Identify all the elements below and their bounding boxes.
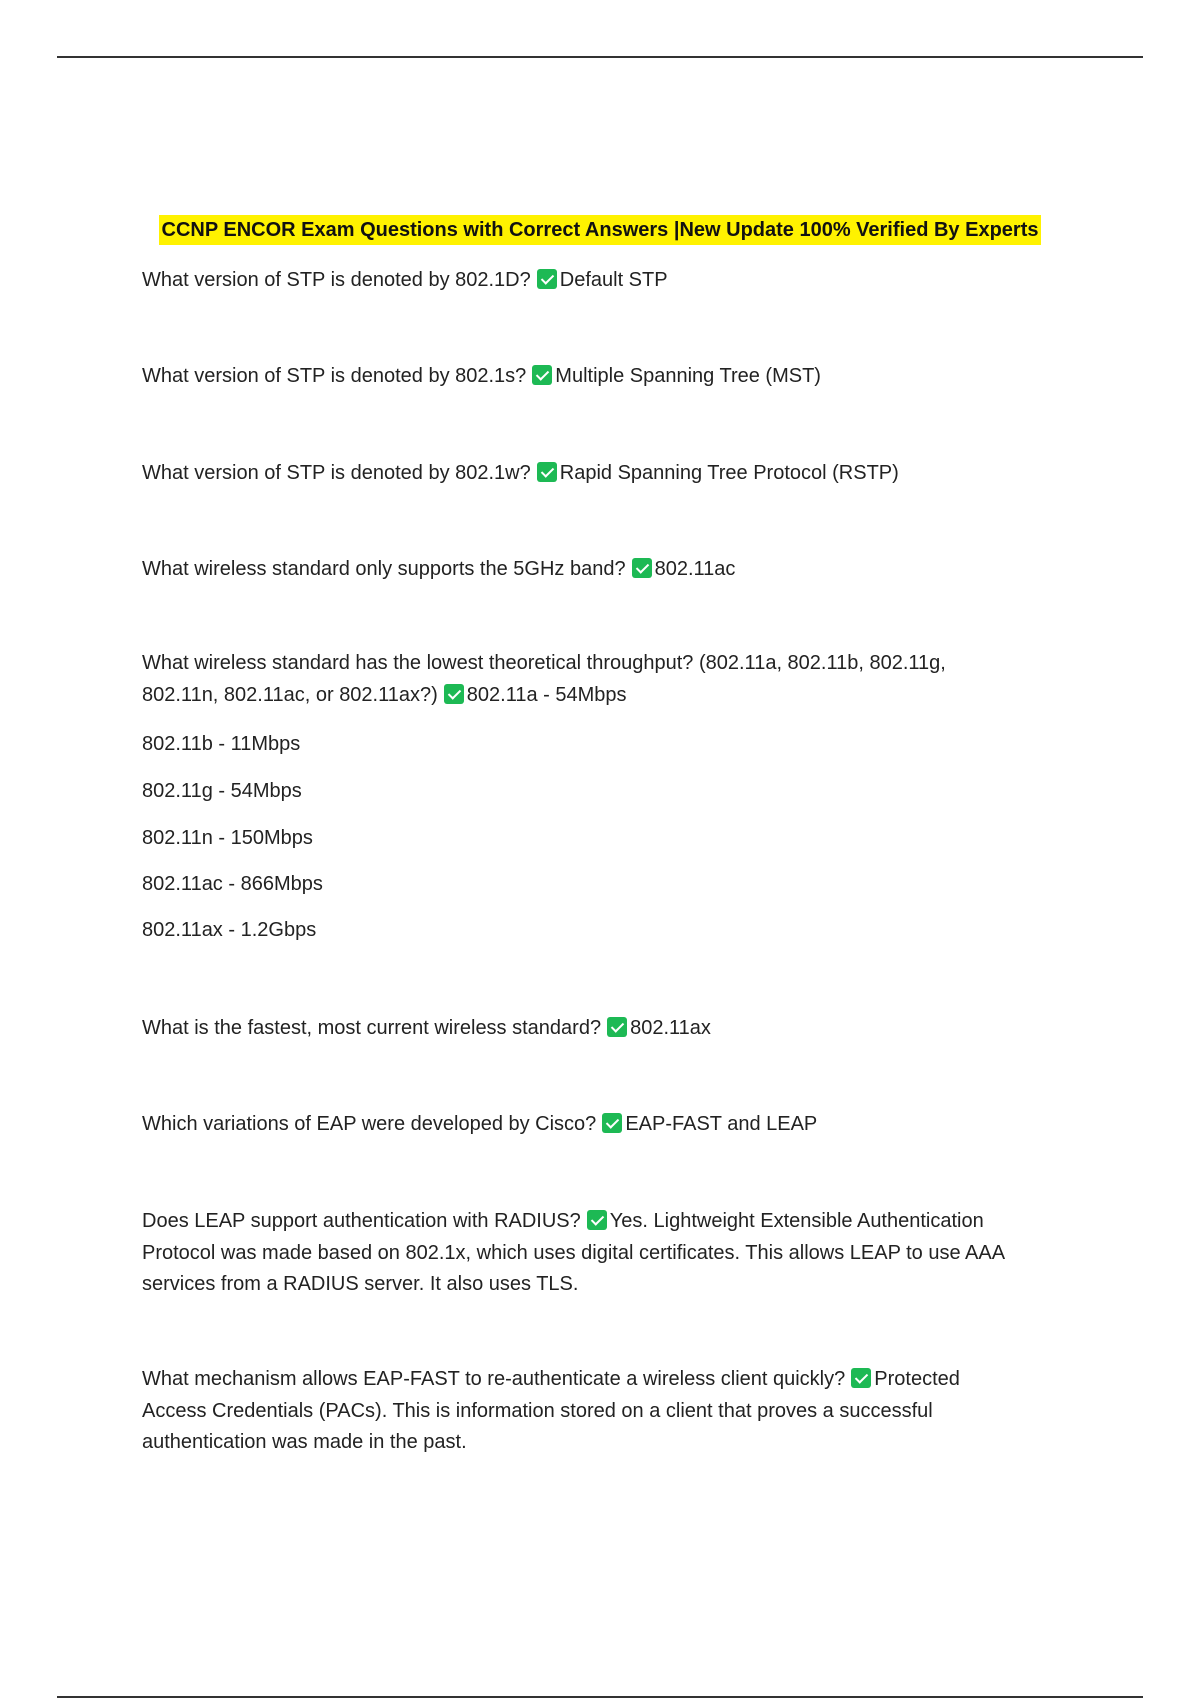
throughput-item: 802.11g - 54Mbps — [142, 780, 302, 802]
answer-text: Yes. Lightweight Extensible Authentication — [609, 1210, 984, 1232]
answer-text: Multiple Spanning Tree (MST) — [555, 365, 821, 387]
check-mark-icon — [851, 1368, 871, 1388]
qa-item-7 — [142, 1109, 1072, 1141]
answer-text: Default STP — [559, 269, 668, 291]
qa-line — [142, 1427, 1072, 1459]
check-mark-icon — [602, 1113, 622, 1133]
answer-text: Rapid Spanning Tree Protocol (RSTP) — [559, 462, 899, 484]
answer-text: 802.11a - 54Mbps — [466, 683, 627, 706]
qa-line — [142, 458, 1072, 490]
qa-item-6 — [142, 1013, 1072, 1045]
check-mark-icon — [537, 269, 557, 289]
check-mark-icon — [607, 1017, 627, 1037]
qa-line — [142, 1364, 1072, 1396]
qa-line — [142, 648, 1072, 680]
qa-item-8 — [142, 1206, 1072, 1301]
document-title: CCNP ENCOR Exam Questions with Correct Answers |New Update 100% Verified By Experts — [159, 215, 1042, 245]
answer-text: Access Credentials (PACs). This is information stored on a client that proves a successful — [142, 1399, 933, 1422]
question-text: What wireless standard only supports the 5GHz band? — [142, 558, 626, 580]
question-text: Which variations of EAP were developed by Cisco? — [142, 1113, 597, 1135]
answer-text: 802.11ac — [654, 558, 736, 580]
qa-line — [142, 1206, 1072, 1238]
question-text: What is the fastest, most current wireless standard? — [142, 1017, 602, 1039]
answer-text: services from a RADIUS server. It also uses TLS. — [142, 1273, 579, 1295]
qa-line — [142, 680, 1072, 712]
question-text: What version of STP is denoted by 802.1s? — [142, 365, 527, 387]
answer-text: Protected — [874, 1368, 960, 1390]
check-mark-icon — [444, 684, 464, 704]
check-mark-icon — [587, 1210, 607, 1230]
qa-line — [142, 1109, 1072, 1141]
qa-item-9 — [142, 1364, 1072, 1459]
qa-item-3 — [142, 458, 1072, 490]
qa-line — [142, 265, 1072, 297]
throughput-item: 802.11b - 11Mbps — [142, 733, 301, 755]
qa-item-5 — [142, 648, 1072, 711]
question-text: Does LEAP support authentication with RADIUS? — [142, 1210, 581, 1232]
qa-item-2 — [142, 361, 1072, 393]
throughput-item: 802.11n - 150Mbps — [142, 827, 313, 849]
check-mark-icon — [632, 558, 652, 578]
question-text: What wireless standard has the lowest theoretical throughput? (802.11a, 802.11b, 802.11g, — [142, 652, 946, 674]
qa-item-4 — [142, 554, 1072, 586]
check-mark-icon — [537, 462, 557, 482]
qa-line — [142, 1269, 1072, 1301]
answer-text: 802.11ax — [630, 1017, 711, 1039]
question-text: What version of STP is denoted by 802.1w? — [142, 462, 531, 484]
throughput-item: 802.11ac - 866Mbps — [142, 873, 323, 895]
qa-line — [142, 361, 1072, 393]
qa-line — [142, 554, 1072, 586]
throughput-item: 802.11ax - 1.2Gbps — [142, 919, 317, 941]
title-wrapper — [0, 215, 1200, 245]
qa-line — [142, 1238, 1072, 1270]
answer-text: EAP-FAST and LEAP — [625, 1113, 818, 1135]
answer-text: authentication was made in the past. — [142, 1431, 467, 1453]
top-rule — [57, 56, 1143, 58]
question-text: What mechanism allows EAP-FAST to re-authenticate a wireless client quickly? — [142, 1368, 846, 1390]
check-mark-icon — [532, 365, 552, 385]
qa-item-1 — [142, 265, 1072, 297]
question-text: 802.11n, 802.11ac, or 802.11ax?) — [142, 683, 438, 706]
question-text: What version of STP is denoted by 802.1D? — [142, 269, 531, 291]
bottom-rule — [57, 1696, 1143, 1698]
qa-line — [142, 1013, 1072, 1045]
qa-line — [142, 1396, 1072, 1428]
answer-text: Protocol was made based on 802.1x, which uses digital certificates. This allows LEAP to use AAA — [142, 1241, 1006, 1264]
